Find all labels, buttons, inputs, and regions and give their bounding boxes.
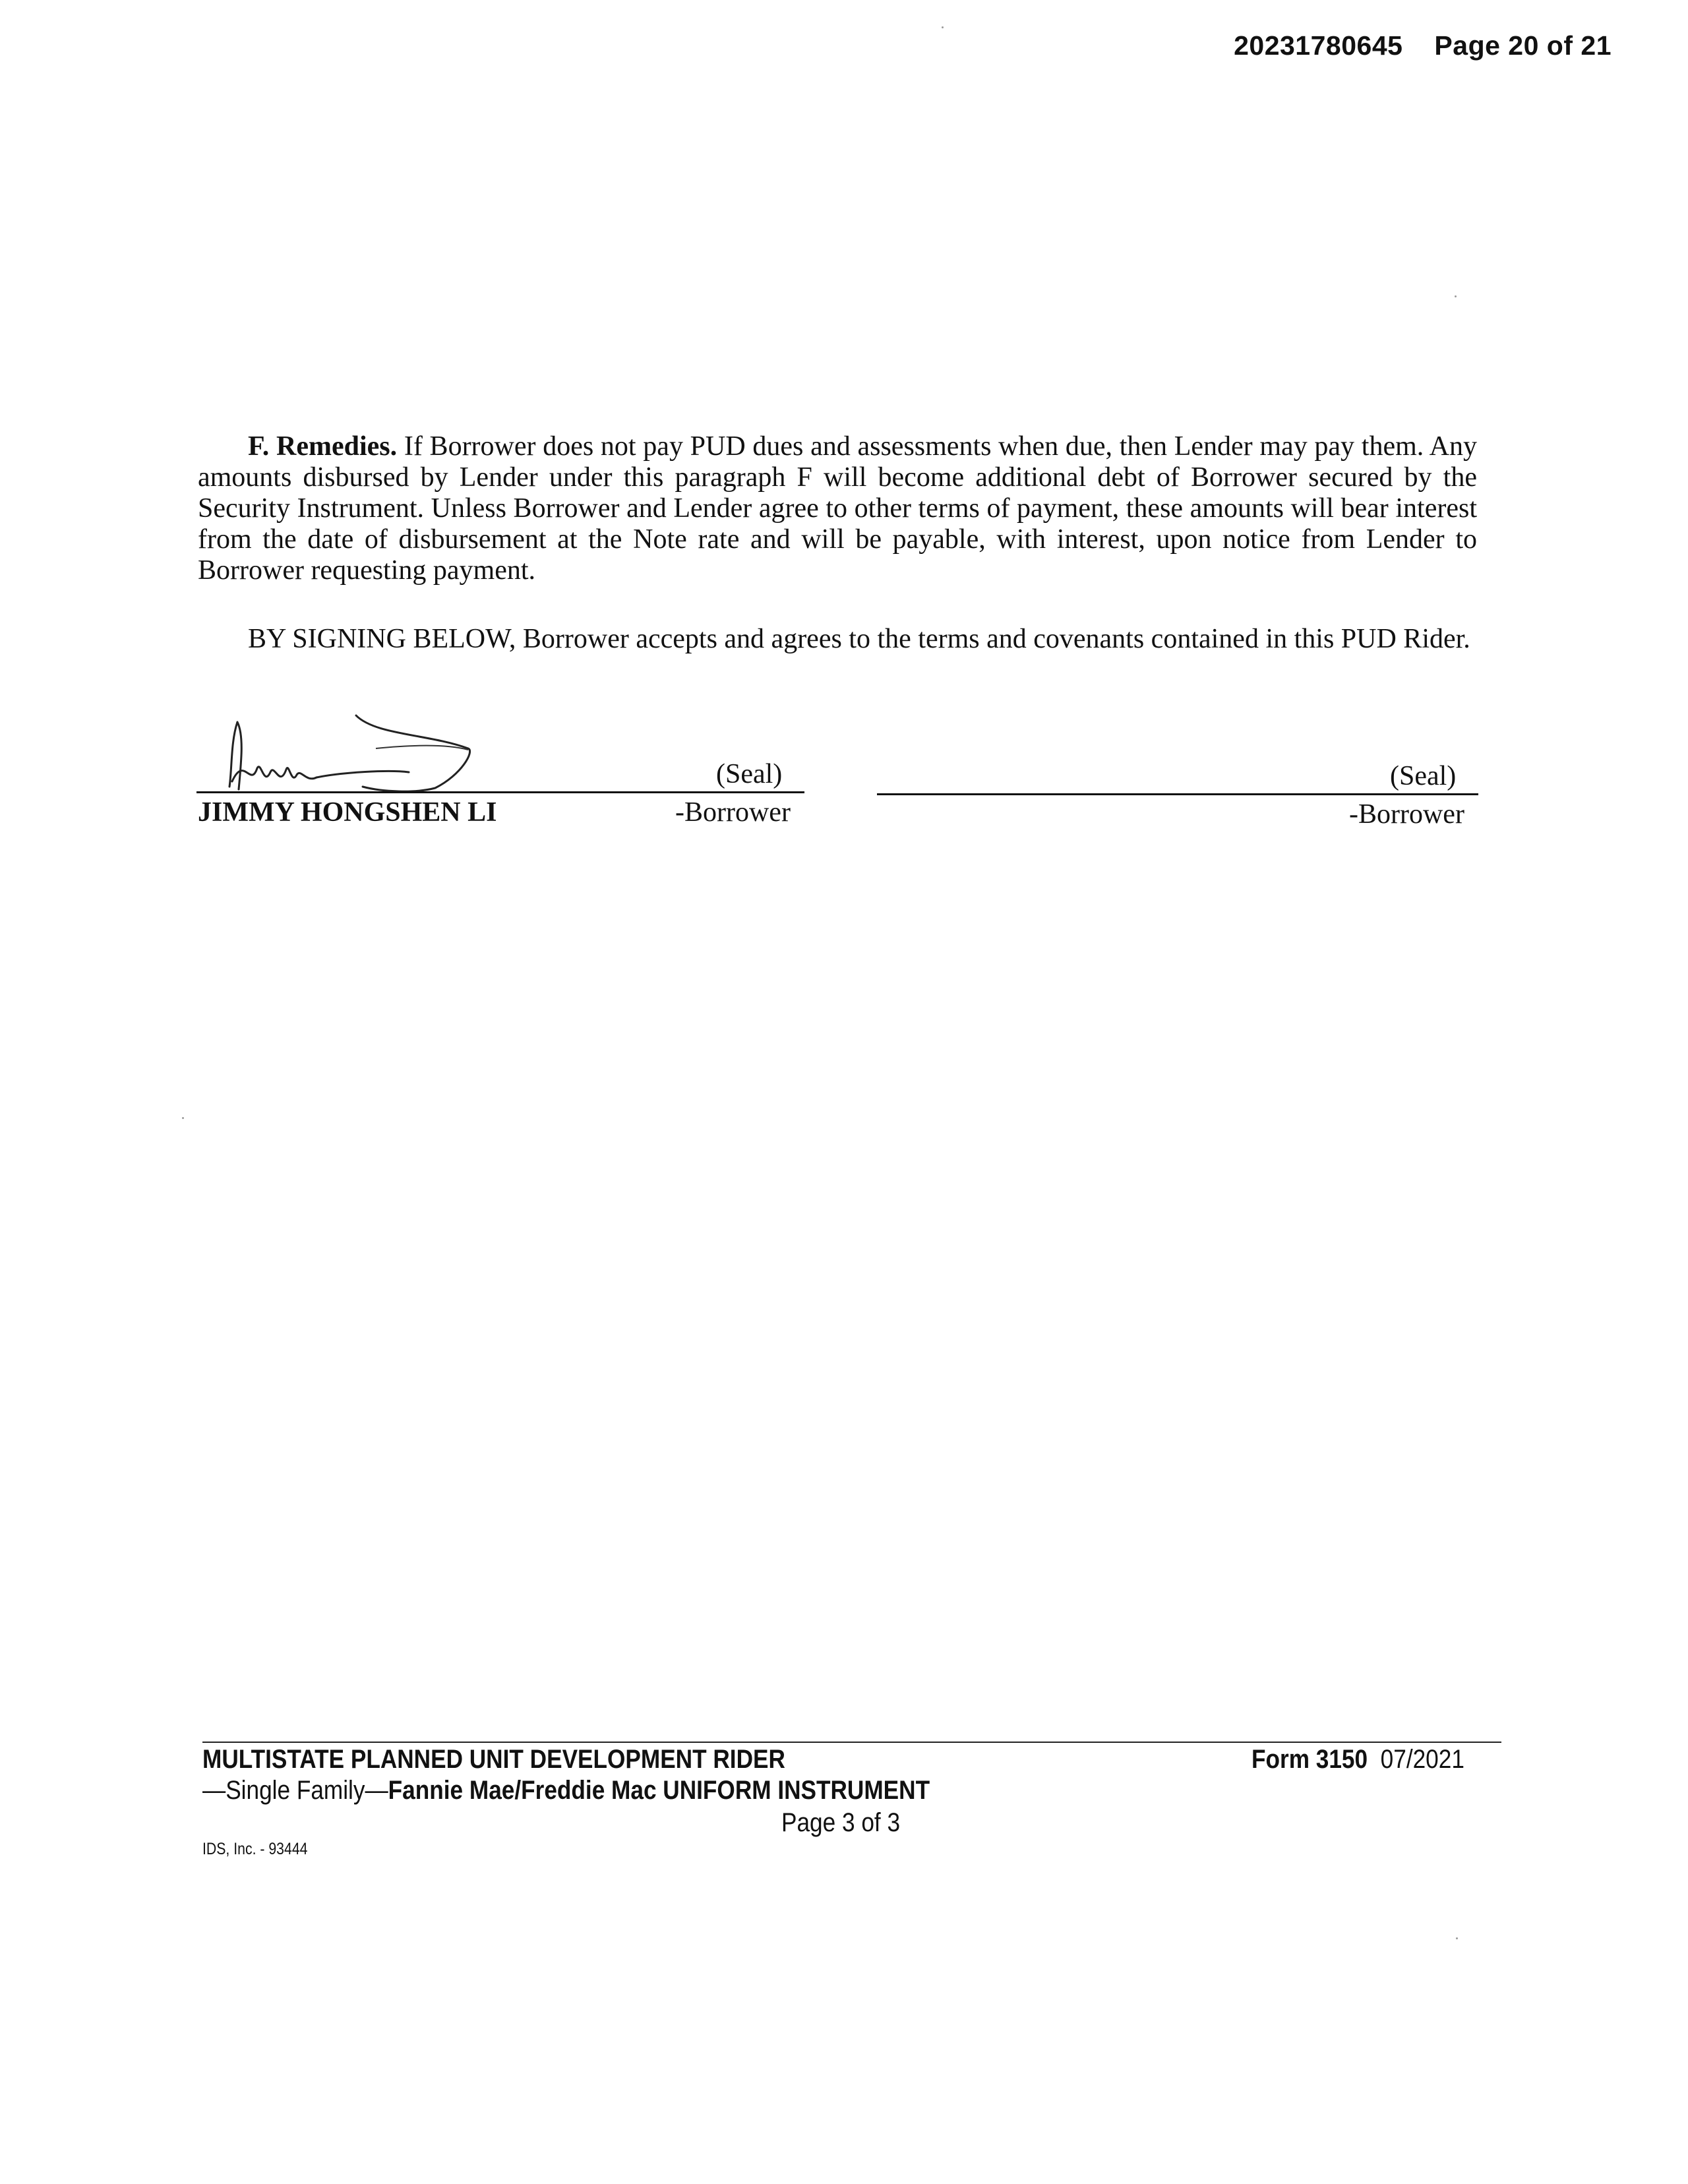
- footer-subtitle: [202, 1776, 930, 1805]
- scan-speck: [1455, 295, 1457, 297]
- seal-label-1: (Seal): [716, 759, 783, 789]
- form-label: Form 3150: [1251, 1745, 1368, 1774]
- footer-subtitle-bold: Fannie Mae/Freddie Mac UNIFORM INSTRUMENT: [388, 1776, 930, 1805]
- document-number: 20231780645: [1234, 30, 1403, 61]
- footer-page: Page 3 of 3: [781, 1808, 901, 1837]
- borrower-role-2: -Borrower: [1349, 799, 1464, 830]
- remedies-text: If Borrower does not pay PUD dues and assessments when due, then Lender may pay them. Any amounts disbursed by Lender under this paragraph F will become additional debt of Borrower secured by the Security Instrument. Unless Borrower and Lender agree to other terms of payment, these amounts will bear interest from the date of disbursement at the Note rate and will be payable, with interest, upon notice from Lender to Borrower requesting payment.: [198, 431, 1477, 586]
- scan-speck: [942, 26, 944, 28]
- signature-line-1: [196, 791, 804, 793]
- form-date: 07/2021: [1380, 1745, 1464, 1774]
- scan-speck: [182, 1117, 184, 1119]
- signature-line-2: [877, 793, 1478, 795]
- footer-title: MULTISTATE PLANNED UNIT DEVELOPMENT RIDER: [202, 1745, 785, 1774]
- signing-statement: [198, 624, 1477, 655]
- remedies-paragraph: [198, 431, 1477, 586]
- footer-divider: [202, 1742, 1501, 1743]
- signing-statement-text: BY SIGNING BELOW, Borrower accepts and agrees to the terms and covenants contained in this PUD Rider.: [248, 624, 1470, 654]
- vendor-code: IDS, Inc. - 93444: [202, 1840, 308, 1858]
- form-identifier: [1251, 1745, 1464, 1774]
- footer-subtitle-prefix: —Single Family—: [202, 1776, 388, 1805]
- seal-label-2: (Seal): [1390, 761, 1457, 791]
- scan-speck: [1456, 1937, 1458, 1939]
- remedies-heading: F. Remedies.: [248, 431, 398, 462]
- borrower-name-1: JIMMY HONGSHEN LI: [198, 797, 497, 828]
- borrower-role-1: -Borrower: [675, 797, 791, 828]
- page-label: Page 20 of 21: [1434, 30, 1612, 61]
- page-header: [1234, 30, 1612, 61]
